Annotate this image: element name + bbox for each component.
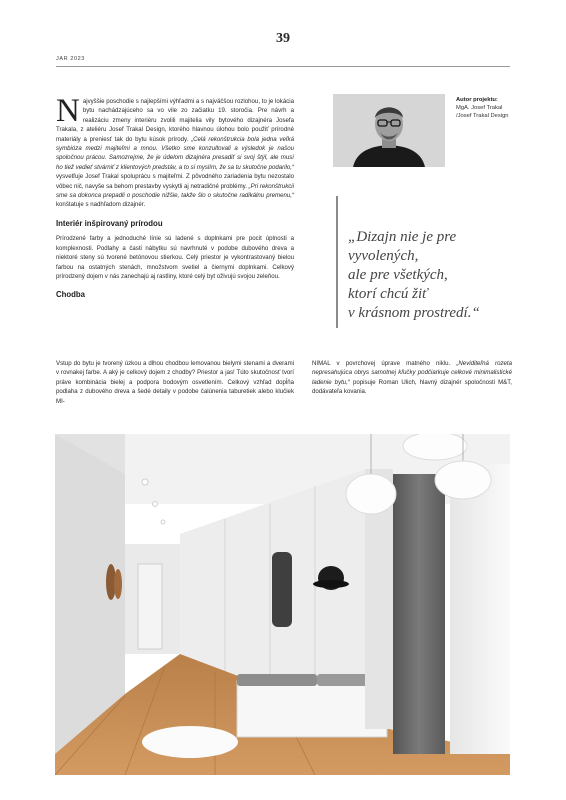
hallway-right-text-1: NIMAL v povrchovej úprave matného niklu. [312, 360, 457, 367]
author-portrait [333, 94, 445, 167]
intro-text-3: konštatuje s nadhľadom dizajnér. [56, 201, 146, 209]
author-name: MgA. Josef Trakal [456, 105, 503, 112]
section-heading-hallway: Chodba [56, 290, 86, 300]
article-body [56, 93, 294, 306]
author-credit [456, 96, 509, 121]
quote-bar [336, 196, 338, 328]
quote-line: vyvolených, [348, 248, 419, 264]
page-number: 39 [276, 31, 290, 46]
hallway-right-quote: „Neviditeľná rozeta nepresahujúca obrys samotnej kľučky podčiarkuje celkové minimalistické ladenie bytu,“ [312, 360, 512, 386]
intro-paragraph [56, 93, 294, 210]
hallway-text-right [312, 359, 512, 397]
section-heading-nature: Interiér inšpirovaný prírodou [56, 218, 163, 228]
intro-text-2: vysvetľuje Josef Trakal spoluprácu s majiteľmi. Z pôvodného zariadenia bytu nezostalo vôbec nič, navyše sa behom prestavby vyskytli aj netradičné problémy. [56, 173, 294, 190]
pull-quote [348, 228, 518, 323]
author-studio: /Josef Trakal Design [456, 113, 509, 120]
hallway-right-text-2: popisuje Roman Ulich, hlavný dizajnér spoločnosti M&T, dodávateľa kovania. [312, 378, 512, 396]
hallway-photo [55, 434, 510, 775]
quote-line: ktorí chcú žiť [348, 286, 428, 302]
intro-text-1: ajvyššie poschodie s najlepšími výhľadmi a s najväčšou rozlohou, to je lokácia bytu nachádzajúceho sa vo vile zo začiatku 19. storočia. Pre návrh a realizáciu zmeny interiéru zvolili majitelia vily bytového dizajnéra Josefa Trakala, z ateliéru Josef Trakal Design, ktorého hlavnou úlohou bolo použiť prírodné materiály a preniesť tak do bytu kúsok prírody. [56, 98, 294, 143]
author-label: Autor projektu: [456, 97, 498, 103]
issue-label: JAR 2023 [56, 56, 85, 62]
quote-line: v krásnom prostredí.“ [348, 305, 480, 321]
quote-line: ale pre všetkých, [348, 267, 448, 283]
intro-quote-1: „Celá rekonštrukcia bola jedna veľká symbióza medzi majiteľmi a mnou. Všetko sme konzultovali a výsledok je našou spoločnou prácou. Samozrejme, že je údelom dizajnéra presadiť si svoj štýl, ale musí ho tiež vedieť stvárniť z klientových predstáv, a to si myslím, že sa tu skutočne podarilo,“ [56, 135, 294, 171]
intro-quote-2: „Pri rekonštrukcii sme sa dokonca prepadli o poschodie nižšie, takže šlo o skutočne radikálnu premenu,“ [56, 182, 294, 200]
header-rule [56, 66, 510, 67]
quote-line: „Dizajn nie je pre [348, 229, 457, 245]
section-nature-text: Prírodzené farby a jednoduché línie sú ladené s doplnkami pre pocit úplnosti a komplexnosti. Podlahy a časti nábytku sú navrhnuté v podobe dubového dreva a niektoré steny sú tvorené betónovou stierkou. Celý priestor je vykontrastovaný bielou farbou na ostatných stenách, množstvom svetiel a čiernymi doplnkami. Celkový prírodzený dojem v nás zanechajú aj rastliny, ktoré celý byt oživujú svojou zeleňou. [56, 235, 294, 280]
drop-cap: N [56, 93, 80, 129]
hallway-text-left: Vstup do bytu je tvorený úzkou a dlhou chodbou lemovanou bielymi stenami a dverami v rovnakej farbe. A aký je celkový dojem z chodby? Priestor a jas! Túto skutočnosť tvorí práve kombinácia bielej a podpora bodovým osvetlením. Celkový vzhľad dopĺňa podlaha z dubového dreva a šedé detaily v podobe čalúnenia taburetiek alebo klučiek MI- [56, 360, 294, 405]
